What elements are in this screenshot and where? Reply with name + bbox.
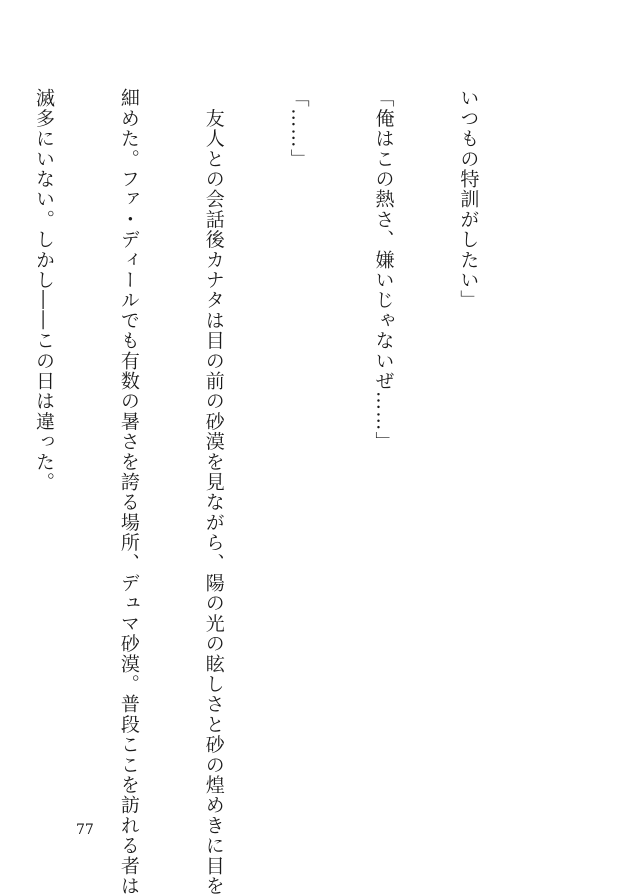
text-line-4: 友人との会話後カナタは目の前の砂漠を見ながら、陽の光の眩しさと砂の煌めきに目を xyxy=(202,88,225,896)
text-line-5: 細めた。ファ・ディールでも有数の暑さを誇る場所、デュマ砂漠。普段ここを訪れる者は xyxy=(117,88,140,896)
text-line-1: いつもの特訓がしたい」 xyxy=(457,88,480,311)
text-line-3: 「……」 xyxy=(287,88,310,169)
page-number: 77 xyxy=(76,822,94,838)
text-line-2: 「俺はこの熱さ、嫌いじゃないぜ……」 xyxy=(372,88,395,452)
text-line-6: 滅多にいない。しかし――この日は違った。 xyxy=(32,88,55,492)
